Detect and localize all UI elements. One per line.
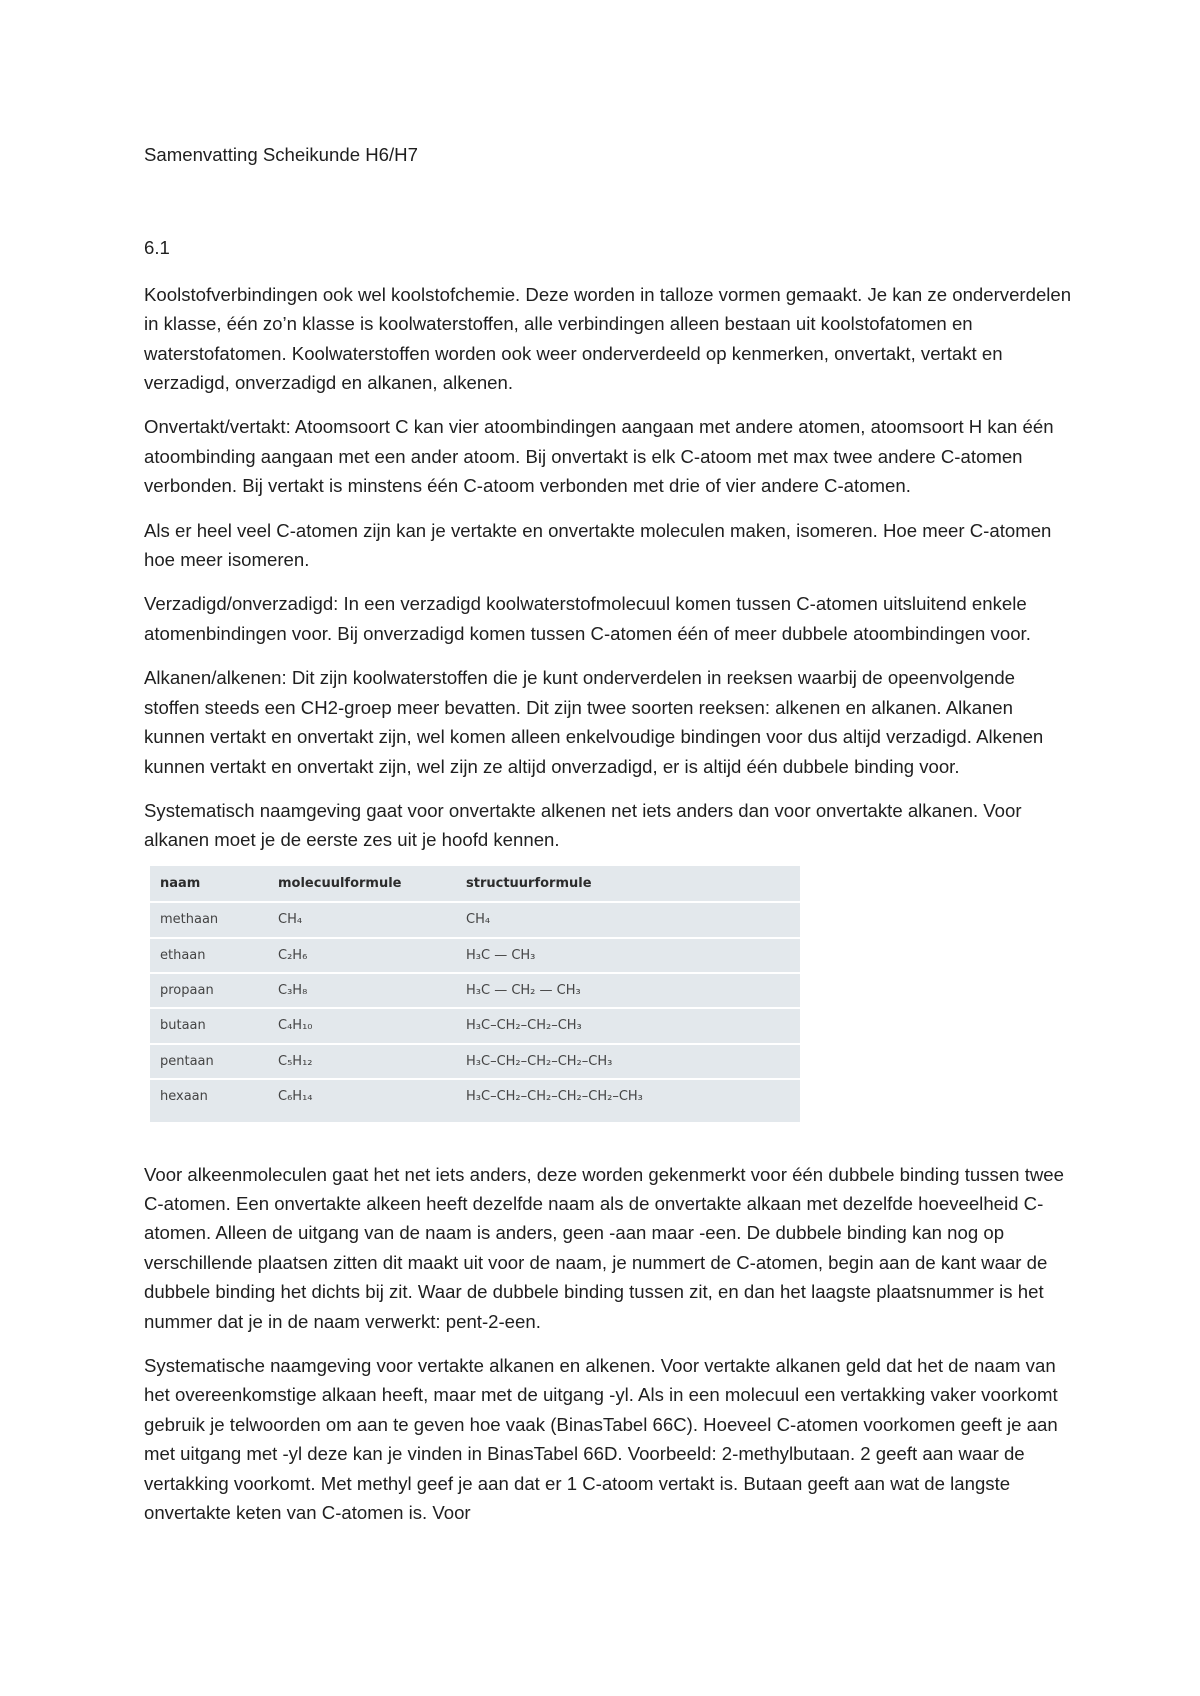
table-row	[150, 938, 800, 973]
cell-naam: ethaan	[150, 938, 268, 973]
paragraph-alkanen-alkenen: Alkanen/alkenen: Dit zijn koolwaterstoffen die je kunt onderverdelen in reeksen waarbij de opeenvolgende stoffen steeds een CH2-groep meer bevatten. Dit zijn twee soorten reeksen: alkenen en alkanen. Alkanen kunnen vertakt en onvertakt zijn, wel komen alleen enkelvoudige bindingen voor dus altijd verzadigd. Alkenen kunnen vertakt en onvertakt zijn, wel zijn ze altijd onverzadigd, er is altijd één dubbele binding voor.	[144, 667, 1044, 777]
cell-molecuulformule: C₆H₁₄	[268, 1079, 456, 1113]
table-header-row	[150, 868, 800, 902]
cell-molecuulformule: CH₄	[268, 902, 456, 937]
cell-molecuulformule: C₂H₆	[268, 938, 456, 973]
cell-molecuulformule: C₄H₁₀	[268, 1008, 456, 1043]
table-row	[150, 902, 800, 937]
document-title: Samenvatting Scheikunde H6/H7	[144, 144, 418, 165]
column-header-naam: naam	[150, 868, 268, 902]
table-row	[150, 1044, 800, 1079]
document-page	[144, 140, 1074, 1542]
cell-structuurformule: H₃C–CH₂–CH₂–CH₂–CH₂–CH₃	[456, 1079, 800, 1113]
cell-naam: hexaan	[150, 1079, 268, 1113]
paragraph-verzadigd: Verzadigd/onverzadigd: In een verzadigd koolwaterstofmolecuul komen tussen C-atomen uitsluitend enkele atomenbindingen voor. Bij onverzadigd komen tussen C-atomen één of meer dubbele atoombindingen voor.	[144, 593, 1031, 644]
cell-structuurformule: H₃C — CH₂ — CH₃	[456, 973, 800, 1008]
paragraph-isomeren: Als er heel veel C-atomen zijn kan je vertakte en onvertakte moleculen maken, isomeren. Hoe meer C-atomen hoe meer isomeren.	[144, 519, 1052, 571]
alkane-table-image	[150, 866, 800, 1122]
cell-naam: propaan	[150, 973, 268, 1008]
section-number: 6.1	[144, 237, 170, 259]
column-header-structuurformule: structuurformule	[456, 868, 800, 902]
table-row	[150, 973, 800, 1008]
cell-molecuulformule: C₃H₈	[268, 973, 456, 1008]
alkane-table	[150, 868, 800, 1114]
cell-structuurformule: H₃C–CH₂–CH₂–CH₃	[456, 1008, 800, 1043]
table-row	[150, 1008, 800, 1043]
cell-molecuulformule: C₅H₁₂	[268, 1044, 456, 1079]
paragraph-onvertakt-vertakt: Onvertakt/vertakt: Atoomsoort C kan vier atoombindingen aangaan met andere atomen, atoomsoort H kan één atoombinding aangaan met een ander atoom. Bij onvertakt is elk C-atoom met max twee andere C-atomen verbonden. Bij vertakt is minstens één C-atoom verbonden met drie of vier andere C-atomen.	[144, 416, 1054, 497]
paragraph-vertakte-naamgeving: Systematische naamgeving voor vertakte alkanen en alkenen. Voor vertakte alkanen geld dat het de naam van het overeenkomstige alkaan heeft, maar met de uitgang -yl. Als in een molecuul een vertakking vaker voorkomt gebruik je telwoorden om aan te geven hoe vaak (BinasTabel 66C). Hoeveel C-atomen voorkomen geeft je aan met uitgang met -yl deze kan je vinden in BinasTabel 66D. Voorbeeld: 2-methylbutaan. 2 geeft aan waar de vertakking voorkomt. Met methyl geef je aan dat er 1 C-atoom vertakt is. Butaan geeft aan wat de langste onvertakte keten van C-atomen is. Voor	[144, 1355, 1058, 1524]
cell-structuurformule: CH₄	[456, 902, 800, 937]
cell-naam: methaan	[150, 902, 268, 937]
paragraph-naamgeving: Systematisch naamgeving gaat voor onvertakte alkenen net iets anders dan voor onvertakte alkanen. Voor alkanen moet je de eerste zes uit je hoofd kennen.	[144, 799, 1022, 851]
table-row	[150, 1079, 800, 1113]
cell-naam: butaan	[150, 1008, 268, 1043]
paragraph-intro: Koolstofverbindingen ook wel koolstofchemie. Deze worden in talloze vormen gemaakt. Je kan ze onderverdelen in klasse, één zo’n klasse is koolwaterstoffen, alle verbindingen alleen bestaan uit koolstofatomen en waterstofatomen. Koolwaterstoffen worden ook weer onderverdeeld op kenmerken, onvertakt, vertakt en verzadigd, onverzadigd en alkanen, alkenen.	[144, 283, 1072, 394]
cell-structuurformule: H₃C — CH₃	[456, 938, 800, 973]
column-header-molecuulformule: molecuulformule	[268, 868, 456, 902]
cell-naam: pentaan	[150, 1044, 268, 1079]
cell-structuurformule: H₃C–CH₂–CH₂–CH₂–CH₃	[456, 1044, 800, 1079]
paragraph-alkeenmoleculen: Voor alkeenmoleculen gaat het net iets anders, deze worden gekenmerkt voor één dubbele binding tussen twee C-atomen. Een onvertakte alkeen heeft dezelfde naam als de onvertakte alkaan met dezelfde hoeveelheid C-atomen. Alleen de uitgang van de naam is anders, geen -aan maar -een. De dubbele binding kan nog op verschillende plaatsen zitten dit maakt uit voor de naam, je nummert de C-atomen, begin aan de kant waar de dubbele binding het dichts bij zit. Waar de dubbele binding tussen zit, en dan het laagste plaatsnummer is het nummer dat je in de naam verwerkt: pent-2-een.	[144, 1163, 1064, 1332]
